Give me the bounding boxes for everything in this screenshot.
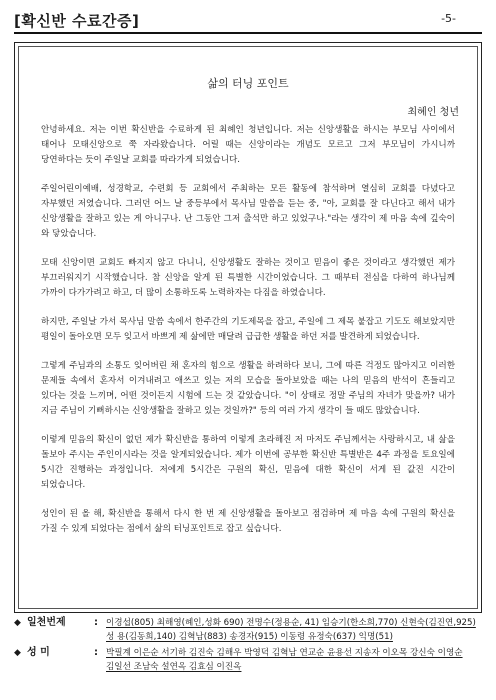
article-box (14, 42, 482, 613)
header-rule (14, 32, 482, 34)
page-number: -5- (441, 12, 456, 25)
offering-label: ◆ 성 미 : (14, 647, 98, 658)
article-body (41, 123, 455, 551)
article-paragraph: 모태 신앙이면 교회도 빠지지 않고 다니니, 신앙생활도 잘하는 것이고 믿음이 좋은 것이라고 생각했던 제가 부끄러워지기 시작했습니다. 참 신앙을 알게 된 특별한 시간이었습니다. 그 때부터 전심을 다하여 하나님께 가까이 다가가려고 하고, 더 많이 소통하도록 노력하자는 다짐을 하였습니다. (41, 258, 455, 298)
offering-names: 박필계 이은순 서기하 김진숙 김해우 박영덕 김혁남 연교순 윤용선 지송자 이오목 강신숙 이영순 김일선 조남숙 설연옥 김효심 이진옥 (106, 648, 463, 672)
article-paragraph: 성인이 된 올 해, 확신반을 통해서 다시 한 번 제 신앙생활을 돌아보고 점검하며 제 마음 속에 구원의 확신을 가질 수 있게 되었다는 점에서 삶의 터닝포인트로 잡고 싶습니다. (41, 509, 455, 534)
article-author: 최혜인 청년 (407, 107, 459, 118)
diamond-bullet-icon: ◆ (14, 618, 21, 628)
article-title: 삶의 터닝 포인트 (207, 77, 289, 90)
offering-label-text: 일천번제 (27, 617, 66, 628)
article-paragraph: 주일어린이예배, 성경학교, 수련회 등 교회에서 주최하는 모든 활동에 참석하며 열심히 교회를 다녔다고 자부했던 저였습니다. 그러던 어느 날 중등부에서 목사님 말씀을 듣는 중, "아, 교회를 잘 다닌다고 해서 내가 신앙생활을 잘하고 있는 게 아니구나. 난 그동안 그저 출석만 하고 있었구나."라는 생각이 제 마음 속에 깊숙이 와 닿았습니다. (41, 184, 455, 239)
offering-footer (14, 616, 482, 676)
offering-row-thousand (14, 616, 482, 644)
offering-row-seongmi (14, 646, 482, 674)
offering-names: 이경섭(805) 최해영(혜인,성화 690) 전명수(정용순, 41) 임승기(한소희,770) 신현숙(김진연,925) 성 용(김동희,140) 김혁남(883) 송경자(915) 이동령 유정숙(637) 익명(51) (106, 618, 476, 642)
offering-label: ◆ 일천번제 : (14, 617, 98, 628)
offering-label-text: 성 미 (27, 647, 50, 658)
article-paragraph: 이렇게 믿음의 확신이 없던 제가 확신반을 통하여 이렇게 초라해진 저 마저도 주님께서는 사랑하시고, 내 삶을 돌보아 주시는 주인이시라는 것을 알게되었습니다. 제가 이번에 공부한 확신반 특별반은 4주 과정을 토요일에 5시간 진행하는 과정입니다. 저에게 5시간은 구원의 확신, 믿음에 대한 확신이 서게 된 값진 시간이 되었습니다. (41, 435, 455, 490)
article-paragraph: 안녕하세요. 저는 이번 확신반을 수료하게 된 최혜인 청년입니다. 저는 신앙생활을 하시는 부모님 사이에서 태어나 모태신앙으로 쭉 자라왔습니다. 어릴 때는 신앙이라는 개념도 모르고 그저 부모님이 가시니까 당연하다는 듯이 주일날 교회를 따라가게 되었습니다. (41, 125, 455, 165)
article-paragraph: 그렇게 주님과의 소통도 잊어버린 채 혼자의 힘으로 생활을 하려하다 보니, 그에 따른 걱정도 많아지고 이러한 문제들 속에서 혼자서 이겨내려고 애쓰고 있는 저의 모습을 돌아보았을 때는 나의 믿음의 반석이 흔들리고 있다는 것을 느끼며, 어떤 것이든지 시험에 드는 것 같았습니다. "이 상태로 정말 주님의 자녀가 맞을까? 내가 지금 주님이 기뻐하시는 신앙생활을 잘하고 있는 것일까?" 등의 여러 가지 생각이 들 때도 많았습니다. (41, 361, 455, 416)
diamond-bullet-icon: ◆ (14, 648, 21, 658)
section-title: [확신반 수료간증] (14, 12, 140, 30)
article-paragraph: 하지만, 주일날 가서 목사님 말씀 속에서 한주간의 기도제목을 잡고, 주일에 그 제목 붙잡고 기도도 해보았지만 평일이 돌아오면 모두 잊고서 바쁘게 제 삶에만 매달려 급급한 생활을 하던 저를 발견하게 되었습니다. (41, 317, 455, 342)
page-header (14, 10, 482, 40)
